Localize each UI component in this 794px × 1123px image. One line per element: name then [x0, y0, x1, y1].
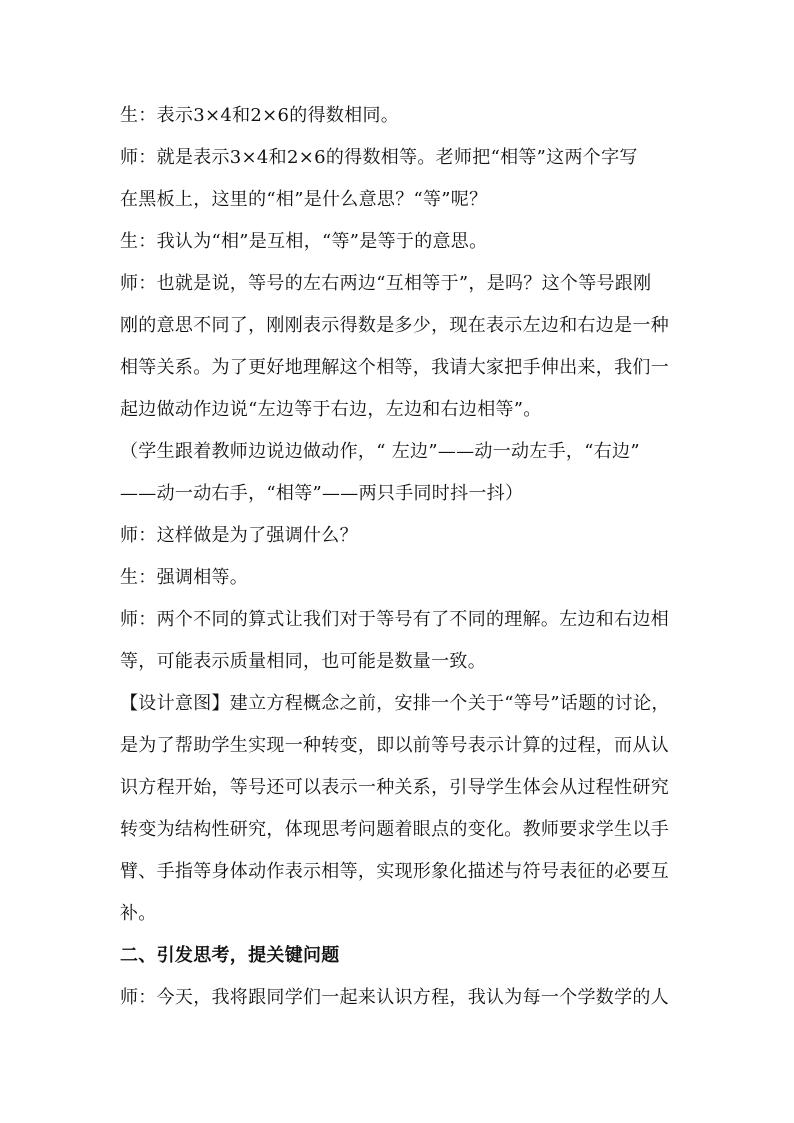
paragraph-line: 是为了帮助学生实现一种转变，即以前等号表示计算的过程，而从认 [120, 735, 669, 756]
paragraph-line: 生：表示3×4和2×6的得数相同。 [120, 105, 400, 126]
paragraph-line: （学生跟着教师边说边做动作，“ 左边”——动一动左手，“右边” [120, 441, 640, 462]
paragraph-line: 生：我认为“相”是互相，“等”是等于的意思。 [120, 231, 488, 252]
paragraph-line: ——动一动右手，“相等”——两只手同时抖一抖） [120, 483, 524, 504]
paragraph-line: 【设计意图】建立方程概念之前，安排一个关于“等号”话题的讨论， [120, 693, 670, 714]
paragraph-line: 起边做动作边说“左边等于右边，左边和右边相等”。 [120, 399, 542, 420]
paragraph-line: 转变为结构性研究，体现思考问题着眼点的变化。教师要求学生以手 [120, 819, 669, 840]
paragraph-line: 师：今天，我将跟同学们一起来认识方程，我认为每一个学数学的人 [120, 987, 669, 1008]
paragraph-line: 师：两个不同的算式让我们对于等号有了不同的理解。左边和右边相 [120, 609, 669, 630]
paragraph-line: 相等关系。为了更好地理解这个相等，我请大家把手伸出来，我们一 [120, 357, 669, 378]
section-heading: 二、引发思考，提关键问题 [120, 945, 340, 966]
paragraph-line: 师：这样做是为了强调什么？ [120, 525, 358, 546]
paragraph-line: 师：也就是说，等号的左右两边“互相等于”，是吗？这个等号跟刚 [120, 273, 652, 294]
paragraph-line: 补。 [120, 903, 157, 924]
paragraph-line: 在黑板上，这里的“相”是什么意思？“等”呢？ [120, 189, 488, 210]
paragraph-line: 生：强调相等。 [120, 567, 249, 588]
paragraph-line: 识方程开始，等号还可以表示一种关系，引导学生体会从过程性研究 [120, 777, 669, 798]
paragraph-line: 刚的意思不同了，刚刚表示得数是多少，现在表示左边和右边是一种 [120, 315, 669, 336]
paragraph-line: 等，可能表示质量相同，也可能是数量一致。 [120, 651, 486, 672]
paragraph-line: 臂、手指等身体动作表示相等，实现形象化描述与符号表征的必要互 [120, 861, 669, 882]
paragraph-line: 师：就是表示3×4和2×6的得数相等。老师把“相等”这两个字写 [120, 147, 638, 168]
